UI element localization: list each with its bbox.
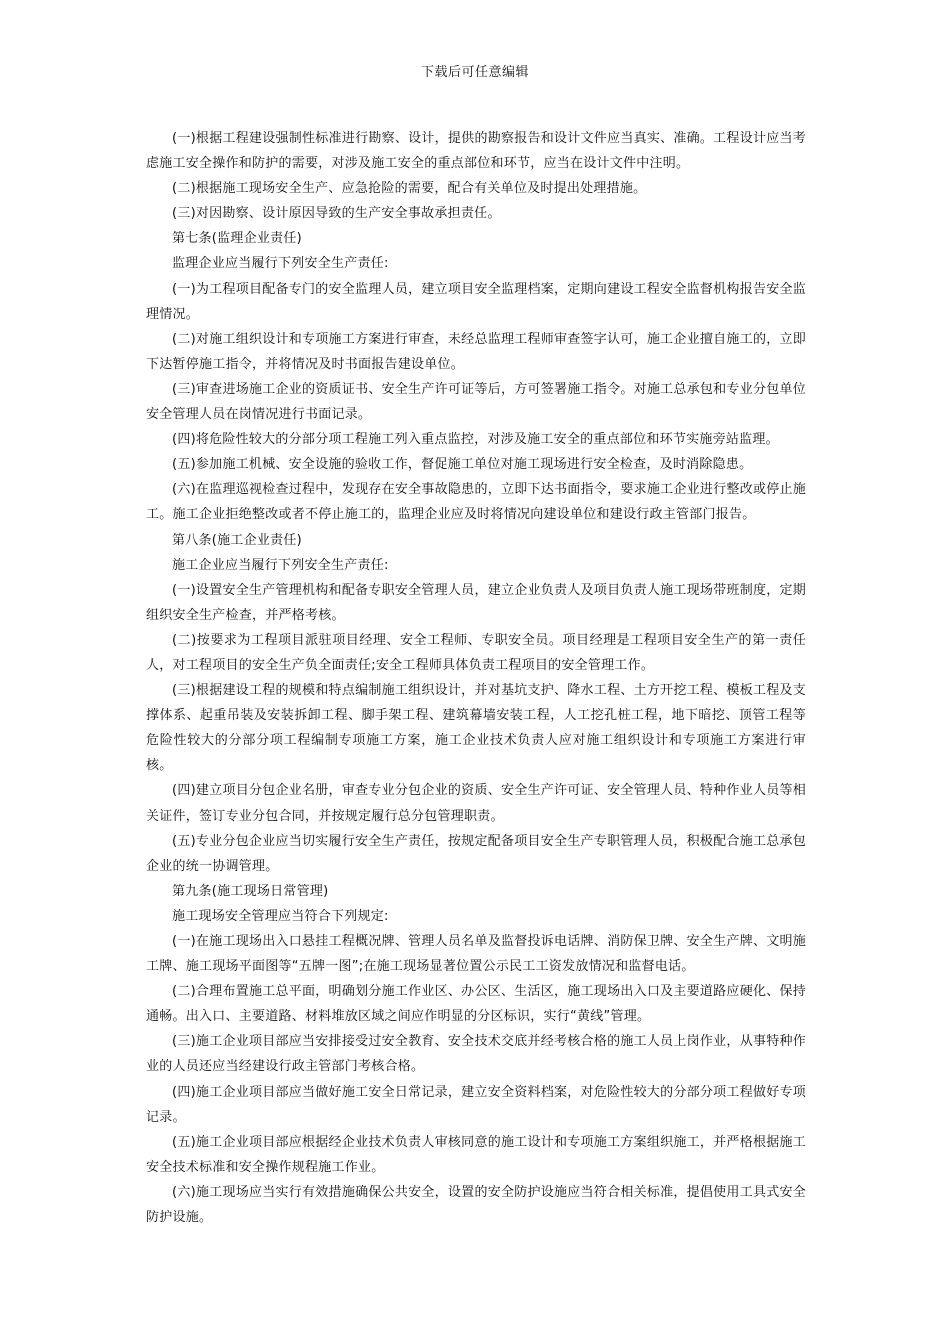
paragraph: (三)审查进场施工企业的资质证书、安全生产许可证等后，方可签署施工指令。对施工总承包和专业分包单位安全管理人员在岗情况进行书面记录。: [146, 381, 806, 423]
paragraph: (三)施工企业项目部应当安排接受过安全教育、安全技术交底并经考核合格的施工人员上岗作业，从事特种作业的人员还应当经建设行政主管部门考核合格。: [146, 1034, 806, 1075]
paragraph: (一)设置安全生产管理机构和配备专职安全管理人员，建立企业负责人及项目负责人施工现场带班制度，定期组织安全生产检查，并严格考核。: [146, 582, 806, 623]
paragraph: (五)施工企业项目部应根据经企业技术负责人审核同意的施工设计和专项施工方案组织施工，并严格根据施工安全技术标准和安全操作规程施工作业。: [146, 1134, 806, 1175]
paragraph: (一)在施工现场出入口悬挂工程概况牌、管理人员名单及监督投诉电话牌、消防保卫牌、安全生产牌、文明施工牌、施工现场平面图等“五牌一图”;在施工现场显著位置公示民工工资发放情况和监督电话。: [146, 934, 806, 975]
paragraph: (二)合理布置施工总平面，明确划分施工作业区、办公区、生活区，施工现场出入口及主要道路应硬化、保持通畅。出入口、主要道路、材料堆放区域之间应作明显的分区标识，实行“黄线”管理。: [146, 984, 806, 1025]
paragraph: (五)参加施工机械、安全设施的验收工作，督促施工单位对施工现场进行安全检查，及时消除隐患。: [172, 457, 753, 473]
paragraph: (三)根据建设工程的规模和特点编制施工组织设计，并对基坑支护、降水工程、土方开挖工程、模板工程及支撑体系、起重吊装及安装拆卸工程、脚手架工程、建筑幕墙安装工程，人工挖孔桩工程，地下暗挖、顶管工程等危险性较大的分部分项工程编制专项施工方案，施工企业技术负责人应对施工组织设计和专项施工方案进行审核。: [146, 683, 806, 774]
section-heading: 第八条(施工企业责任): [172, 532, 302, 548]
paragraph: (二)按要求为工程项目派驻项目经理、安全工程师、专职安全员。项目经理是工程项目安全生产的第一责任人，对工程项目的安全生产负全面责任;安全工程师具体负责工程项目的安全管理工作。: [146, 632, 806, 673]
paragraph: (六)在监理巡视检查过程中，发现存在安全事故隐患的，立即下达书面指令，要求施工企业进行整改或停止施工。施工企业拒绝整改或者不停止施工的，监理企业应及时将情况向建设单位和建设行政主管部门报告。: [146, 482, 806, 523]
paragraph: 监理企业应当履行下列安全生产责任:: [172, 256, 389, 272]
paragraph: (一)为工程项目配备专门的安全监理人员，建立项目安全监理档案，定期向建设工程安全监督机构报告安全监理情况。: [146, 281, 806, 322]
document-body: [146, 126, 806, 1230]
paragraph: (二)根据施工现场安全生产、应急抢险的需要，配合有关单位及时提出处理措施。: [172, 181, 647, 197]
page-header: 下载后可任意编辑: [420, 65, 529, 80]
paragraph: 施工企业应当履行下列安全生产责任:: [172, 557, 389, 573]
paragraph: (五)专业分包企业应当切实履行安全生产责任，按规定配备项目安全生产专职管理人员，积极配合施工总承包企业的统一协调管理。: [146, 833, 806, 874]
section-heading: 第九条(施工现场日常管理): [172, 883, 329, 899]
paragraph: (三)对因勘察、设计原因导致的生产安全事故承担责任。: [172, 206, 501, 222]
section-heading: 第七条(监理企业责任): [172, 231, 302, 247]
paragraph: (四)将危险性较大的分部分项工程施工列入重点监控，对涉及施工安全的重点部位和环节实施旁站监理。: [172, 432, 779, 448]
paragraph: (六)施工现场应当实行有效措施确保公共安全，设置的安全防护设施应当符合相关标准，提倡使用工具式安全防护设施。: [146, 1184, 806, 1226]
paragraph: (二)对施工组织设计和专项施工方案进行审查，未经总监理工程师审查签字认可，施工企业擅自施工的，立即下达暂停施工指令，并将情况及时书面报告建设单位。: [146, 331, 806, 372]
paragraph: (四)建立项目分包企业名册，审查专业分包企业的资质、安全生产许可证、安全管理人员、特种作业人员等相关证件，签订专业分包合同，并按规定履行总分包管理职责。: [146, 783, 806, 824]
paragraph: (四)施工企业项目部应当做好施工安全日常记录，建立安全资料档案，对危险性较大的分部分项工程做好专项记录。: [146, 1084, 806, 1125]
paragraph: 施工现场安全管理应当符合下列规定:: [172, 908, 389, 924]
paragraph: (一)根据工程建设强制性标准进行勘察、设计，提供的勘察报告和设计文件应当真实、准确。工程设计应当考虑施工安全操作和防护的需要，对涉及施工安全的重点部位和环节，应当在设计文件中注明。: [146, 131, 806, 172]
